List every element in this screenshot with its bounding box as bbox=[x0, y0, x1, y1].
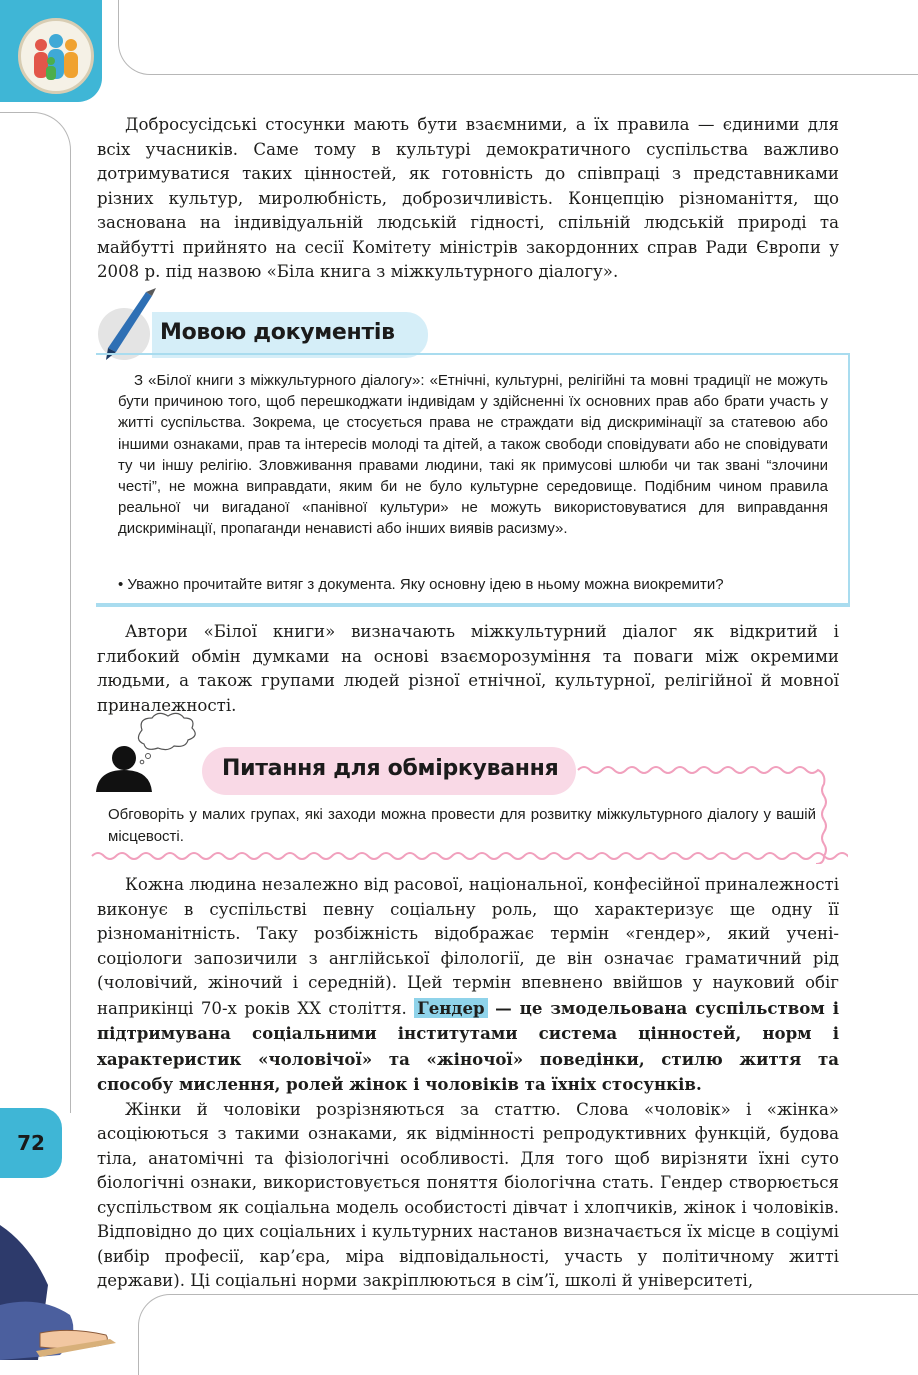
paragraph-text: Добросусідські стосунки мають бути взаємними, а їх правила — єдиними для всіх учасників. Саме тому в культурі демократичного суспільства важливо дотримуватися таких цінностей, як готовність до співпраці з представниками різних культур, миролюбність, доброзичливість. Концепцію різноманіття, що заснована на індивідуальній людській гідності, спільній людській природі та майбутті прийнято на сесії Комітету міністрів закордонних справ Ради Європи у 2008 р. під назвою «Біла книга з міжкультурного діалогу». bbox=[97, 115, 839, 281]
paragraph-text: Автори «Білої книги» визначають міжкультурний діалог як відкритий і глибокий обмін думками на основі взаєморозуміння та поваги між окремими людьми, а також групами людей різної етнічної, культурної, релігійної й мовної приналежності. bbox=[97, 622, 839, 715]
definition-text: — це змодельована суспільством і підтримувана соціальними інститутами система цінностей, норм і характеристик «чоловічої» та «жіночої» поведінки, стилю життя та способу мислення, ролей жінок і чоловіків та їхніх стосунків. bbox=[97, 997, 840, 1094]
question-box-title: Питання для обміркування bbox=[222, 756, 559, 781]
page-number: 72 bbox=[17, 1131, 45, 1155]
document-quote bbox=[118, 370, 828, 540]
page-frame-bottom bbox=[138, 1294, 918, 1375]
page-frame-left bbox=[0, 112, 71, 1113]
dialogue-paragraph bbox=[97, 620, 839, 718]
document-question: • Уважно прочитайте витяг з документа. Яку основну ідею в ньому можна виокремити? bbox=[118, 576, 724, 593]
page-frame-top bbox=[118, 0, 918, 75]
document-quote-text: З «Білої книги з міжкультурного діалогу»: «Етнічні, культурні, релігійні та мовні традиції не можуть бути причиною того, щоб перешкоджати індивідам у здійсненні їх основних прав або брати участь у житті суспільства. Зокрема, це стосується права не страждати від дискримінації за статевою або іншими ознаками, прав та інтересів молоді та дітей, а також свободи сповідувати або не сповідувати ту чи іншу релігію. Зловживання правами людини, такі як примусові шлюби чи так звані “злочини честі”, не можна виправдати, яким би не було культурне середовище. Подібним чином правила реальної чи вигаданої «панівної культури» не можуть використовуватися для виправдання дискримінації, пропаганди ненависті або інших виявів расизму». bbox=[118, 372, 828, 538]
highlighted-term: Гендер bbox=[414, 998, 487, 1018]
gender-paragraph bbox=[97, 873, 839, 1294]
question-text: Обговоріть у малих групах, які заходи можна провести для розвитку міжкультурного діалогу у вашій місцевості. bbox=[108, 806, 816, 845]
document-box-title: Мовою документів bbox=[160, 320, 395, 345]
document-box-divider bbox=[96, 603, 850, 606]
person-reading-illustration bbox=[0, 1215, 120, 1364]
paragraph-text: Жінки й чоловіки розрізняються за статтю. Слова «чоловік» і «жінка» асоціюються з такими ознаками, як відмінності репродуктивних функцій, будова тіла, анатомічні та фізіологічні особливості. Для того щоб вирізняти їхні суто біологічні ознаки, використовується поняття біологічна стать. Гендер створюється суспільством як соціальна модель особистості дівчат і хлопчиків, жінок і чоловіків. Відповідно до цих соціальних і культурних настанов визначається їх місце в соціумі (вибір професії, кар’єра, міра відповідальності, участь у політичному житті держави). Ці соціальні норми закріплюються в сім’ї, школі й університеті, bbox=[97, 1099, 839, 1290]
intro-paragraph bbox=[97, 113, 839, 285]
paragraph-plain-text: Кожна людина незалежно від расової, національної, конфесійної приналежності виконує в суспільстві певну соціальну роль, що характеризує ще одну її різноманітність. Таку розбіжність відображає термін «гендер», який учені-соціологи запозичили з англійської філології, де він означає граматичний рід (чоловічий, жіночий і середній). Цей термін впевнено ввійшов у науковий обіг наприкінці 70-х років XX століття. bbox=[97, 875, 839, 1018]
people-logo-icon bbox=[18, 18, 94, 94]
paragraph-text bbox=[97, 873, 839, 1098]
